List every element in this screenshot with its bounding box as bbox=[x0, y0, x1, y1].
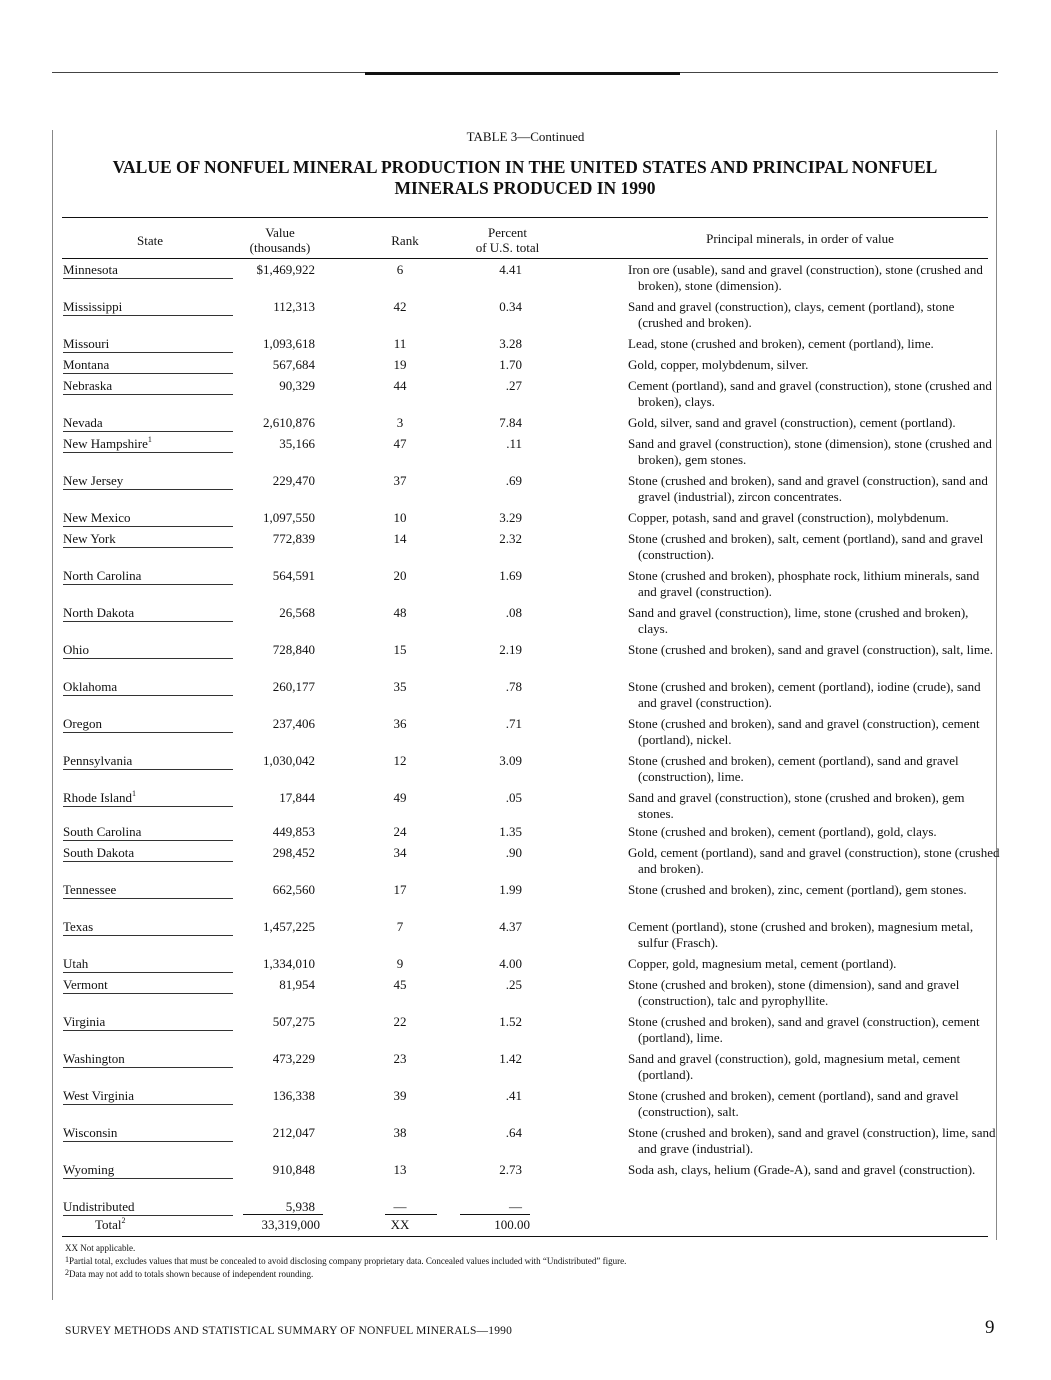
footnote-1-text: Partial total, excludes values that must be concealed to avoid disclosing company proprietary data. Concealed values included with “Undistributed” figure. bbox=[69, 1256, 627, 1266]
header-percent-line1: Percent bbox=[488, 225, 527, 240]
principal-minerals: Stone (crushed and broken), cement (portland), sand and gravel (construction), salt. bbox=[628, 1088, 959, 1119]
principal-minerals: Sand and gravel (construction), lime, stone (crushed and broken), clays. bbox=[628, 605, 969, 636]
state-name-text: Tennessee bbox=[63, 882, 117, 897]
state-underline bbox=[63, 1067, 233, 1068]
state-value: 910,848 bbox=[272, 1162, 315, 1177]
state-value: 772,839 bbox=[272, 531, 315, 546]
principal-minerals: Stone (crushed and broken), cement (portland), iodine (crude), sand and gravel (construction). bbox=[628, 679, 981, 710]
state-rank: 49 bbox=[393, 790, 407, 805]
state-name-text: South Carolina bbox=[63, 824, 142, 839]
state-name bbox=[63, 510, 131, 526]
state-name-text: North Carolina bbox=[63, 568, 142, 583]
state-name-text: Utah bbox=[63, 956, 89, 971]
total-value: 33,319,000 bbox=[261, 1217, 320, 1232]
state-name bbox=[63, 436, 152, 452]
state-percent: 3.29 bbox=[499, 510, 522, 525]
principal-minerals: Stone (crushed and broken), sand and gravel (construction), cement (portland), nickel. bbox=[628, 716, 980, 747]
state-value: 662,560 bbox=[272, 882, 315, 897]
state-value: 112,313 bbox=[273, 299, 315, 314]
state-underline bbox=[63, 695, 233, 696]
state-name-text: Virginia bbox=[63, 1014, 106, 1029]
principal-minerals: Sand and gravel (construction), stone (crushed and broken), gem stones. bbox=[628, 790, 965, 821]
state-underline bbox=[63, 547, 233, 548]
state-value: 136,338 bbox=[272, 1088, 315, 1103]
state-name-text: Missouri bbox=[63, 336, 110, 351]
state-value: 1,097,550 bbox=[263, 510, 315, 525]
state-rank: 36 bbox=[393, 716, 407, 731]
state-rank: 9 bbox=[396, 956, 404, 971]
state-rank: 15 bbox=[393, 642, 407, 657]
state-name-text: Pennsylvania bbox=[63, 753, 133, 768]
state-underline bbox=[63, 584, 233, 585]
state-name bbox=[63, 1125, 117, 1141]
title-line-1: VALUE OF NONFUEL MINERAL PRODUCTION IN THE UNITED STATES AND PRINCIPAL NONFUEL bbox=[112, 157, 938, 177]
state-rank: 23 bbox=[393, 1051, 407, 1066]
state-value: 17,844 bbox=[279, 790, 315, 805]
title-line-2: MINERALS PRODUCED IN 1990 bbox=[394, 178, 656, 198]
state-underline bbox=[63, 431, 233, 432]
state-name-text: Undistributed bbox=[63, 1199, 135, 1214]
state-name bbox=[63, 882, 116, 898]
state-rank: 14 bbox=[393, 531, 407, 546]
state-percent: 7.84 bbox=[499, 415, 522, 430]
state-name-text: South Dakota bbox=[63, 845, 135, 860]
state-underline bbox=[63, 806, 233, 807]
principal-minerals: Stone (crushed and broken), zinc, cement (portland), gem stones. bbox=[628, 882, 967, 897]
principal-minerals: Stone (crushed and broken), phosphate rock, lithium minerals, sand and gravel (construction). bbox=[628, 568, 980, 599]
table-bottom-rule bbox=[62, 1236, 988, 1237]
state-percent: 1.69 bbox=[499, 568, 522, 583]
principal-minerals: Soda ash, clays, helium (Grade-A), sand and gravel (construction). bbox=[628, 1162, 976, 1177]
principal-minerals: Stone (crushed and broken), sand and gravel (construction), cement (portland), lime. bbox=[628, 1014, 980, 1045]
state-value: 2,610,876 bbox=[263, 415, 315, 430]
state-name-text: Rhode Island bbox=[63, 790, 132, 805]
state-value: 567,684 bbox=[272, 357, 315, 372]
principal-minerals: Copper, potash, sand and gravel (construction), molybdenum. bbox=[628, 510, 949, 525]
state-name bbox=[63, 568, 141, 584]
state-rank: 19 bbox=[393, 357, 407, 372]
state-value: 212,047 bbox=[272, 1125, 315, 1140]
state-rank: 45 bbox=[393, 977, 407, 992]
total-value-rule bbox=[243, 1214, 323, 1215]
state-underline bbox=[63, 1215, 233, 1216]
state-name bbox=[63, 977, 108, 993]
state-value: 237,406 bbox=[272, 716, 315, 731]
state-value: 298,452 bbox=[272, 845, 315, 860]
state-rank: 13 bbox=[393, 1162, 407, 1177]
state-underline bbox=[63, 898, 233, 899]
state-value: $1,469,922 bbox=[256, 262, 315, 277]
state-name-text: Ohio bbox=[63, 642, 89, 657]
state-value: 260,177 bbox=[272, 679, 315, 694]
state-name-text: Wisconsin bbox=[63, 1125, 118, 1140]
state-rank: 39 bbox=[393, 1088, 407, 1103]
state-underline bbox=[63, 278, 233, 279]
state-underline bbox=[63, 861, 233, 862]
state-rank: 35 bbox=[393, 679, 407, 694]
state-name-text: Washington bbox=[63, 1051, 125, 1066]
principal-minerals: Cement (portland), stone (crushed and broken), magnesium metal, sulfur (Frasch). bbox=[628, 919, 974, 950]
state-name bbox=[63, 753, 132, 769]
state-name bbox=[63, 299, 122, 315]
state-underline bbox=[63, 732, 233, 733]
state-percent: 0.34 bbox=[499, 299, 522, 314]
state-name bbox=[63, 605, 134, 621]
footnote-1 bbox=[65, 1256, 626, 1267]
state-name bbox=[63, 956, 88, 972]
page-footer: SURVEY METHODS AND STATISTICAL SUMMARY OF NONFUEL MINERALS—1990 bbox=[65, 1325, 513, 1337]
total-rank-rule bbox=[385, 1214, 437, 1215]
state-underline bbox=[63, 1141, 233, 1142]
state-value: 1,030,042 bbox=[263, 753, 315, 768]
state-underline bbox=[63, 993, 233, 994]
principal-minerals: Lead, stone (crushed and broken), cement (portland), lime. bbox=[628, 336, 934, 351]
state-underline bbox=[63, 658, 233, 659]
footnote-1-mark: 1 bbox=[65, 1255, 69, 1264]
footnote-2 bbox=[65, 1269, 313, 1280]
state-name bbox=[63, 679, 117, 695]
state-rank: 37 bbox=[393, 473, 407, 488]
state-underline bbox=[63, 769, 233, 770]
state-percent: .71 bbox=[505, 716, 522, 731]
state-percent: .05 bbox=[505, 790, 522, 805]
state-percent: 2.73 bbox=[499, 1162, 522, 1177]
state-rank: 6 bbox=[396, 262, 404, 277]
principal-minerals: Cement (portland), sand and gravel (construction), stone (crushed and broken), clays. bbox=[628, 378, 992, 409]
state-value: 229,470 bbox=[272, 473, 315, 488]
state-name-text: West Virginia bbox=[63, 1088, 134, 1103]
state-name-text: Minnesota bbox=[63, 262, 118, 277]
state-value: 90,329 bbox=[279, 378, 315, 393]
state-rank: 47 bbox=[393, 436, 407, 451]
state-underline bbox=[63, 972, 233, 973]
state-percent: 1.35 bbox=[499, 824, 522, 839]
state-percent: .27 bbox=[505, 378, 522, 393]
total-label-text: Total bbox=[95, 1217, 122, 1232]
state-value: 81,954 bbox=[279, 977, 315, 992]
table-label: TABLE 3—Continued bbox=[466, 129, 585, 144]
state-rank: 42 bbox=[393, 299, 407, 314]
state-name-text: New Mexico bbox=[63, 510, 131, 525]
header-rank: Rank bbox=[391, 233, 419, 248]
state-percent: 3.28 bbox=[499, 336, 522, 351]
state-name bbox=[63, 1088, 134, 1104]
footnote-xx: XX Not applicable. bbox=[65, 1243, 136, 1253]
state-percent: .08 bbox=[505, 605, 522, 620]
state-underline bbox=[63, 840, 233, 841]
principal-minerals: Sand and gravel (construction), clays, cement (portland), stone (crushed and broken). bbox=[628, 299, 955, 330]
state-percent: 2.19 bbox=[499, 642, 522, 657]
state-name bbox=[63, 262, 118, 278]
state-rank: 11 bbox=[393, 336, 407, 351]
state-value: 728,840 bbox=[272, 642, 315, 657]
state-rank: 7 bbox=[396, 919, 404, 934]
state-name bbox=[63, 824, 141, 840]
state-name bbox=[63, 1051, 125, 1067]
state-value: 564,591 bbox=[272, 568, 315, 583]
state-underline bbox=[63, 526, 233, 527]
state-name-text: New Jersey bbox=[63, 473, 124, 488]
principal-minerals: Stone (crushed and broken), cement (portland), gold, clays. bbox=[628, 824, 937, 839]
state-name bbox=[63, 357, 109, 373]
state-name-text: North Dakota bbox=[63, 605, 135, 620]
state-underline bbox=[63, 1030, 233, 1031]
state-rank: — bbox=[393, 1199, 407, 1214]
state-name bbox=[63, 845, 134, 861]
state-footnote-mark: 1 bbox=[147, 435, 152, 444]
state-underline bbox=[63, 352, 233, 353]
state-value: 1,334,010 bbox=[263, 956, 315, 971]
state-value: 1,457,225 bbox=[263, 919, 315, 934]
state-percent: 1.99 bbox=[499, 882, 522, 897]
header-minerals: Principal minerals, in order of value bbox=[706, 231, 894, 246]
state-percent: .69 bbox=[505, 473, 522, 488]
total-label bbox=[95, 1217, 126, 1233]
state-percent: 1.70 bbox=[499, 357, 522, 372]
state-percent: .25 bbox=[505, 977, 522, 992]
state-name bbox=[63, 1162, 114, 1178]
state-rank: 38 bbox=[393, 1125, 407, 1140]
state-underline bbox=[63, 489, 233, 490]
state-rank: 22 bbox=[393, 1014, 407, 1029]
state-name-text: Wyoming bbox=[63, 1162, 115, 1177]
state-percent: .41 bbox=[505, 1088, 522, 1103]
state-underline bbox=[63, 394, 233, 395]
state-percent: 2.32 bbox=[499, 531, 522, 546]
state-name bbox=[63, 1014, 105, 1030]
state-percent: 1.42 bbox=[499, 1051, 522, 1066]
state-value: 1,093,618 bbox=[263, 336, 315, 351]
principal-minerals: Stone (crushed and broken), salt, cement (portland), sand and gravel (construction). bbox=[628, 531, 984, 562]
state-footnote-mark: 1 bbox=[131, 789, 136, 798]
state-underline bbox=[63, 315, 233, 316]
state-percent: .64 bbox=[505, 1125, 522, 1140]
state-value: 473,229 bbox=[272, 1051, 315, 1066]
state-name-text: Montana bbox=[63, 357, 110, 372]
state-name bbox=[63, 415, 103, 431]
state-name bbox=[63, 336, 109, 352]
state-rank: 20 bbox=[393, 568, 407, 583]
state-name-text: Texas bbox=[63, 919, 94, 934]
principal-minerals: Sand and gravel (construction), gold, magnesium metal, cement (portland). bbox=[628, 1051, 961, 1082]
state-name-text: Mississippi bbox=[63, 299, 123, 314]
total-percent: 100.00 bbox=[494, 1217, 530, 1232]
state-value: 35,166 bbox=[279, 436, 315, 451]
state-name bbox=[63, 1199, 135, 1215]
principal-minerals: Gold, copper, molybdenum, silver. bbox=[628, 357, 809, 372]
state-rank: 10 bbox=[393, 510, 407, 525]
footnote-2-text: Data may not add to totals shown because of independent rounding. bbox=[69, 1269, 314, 1279]
principal-minerals: Iron ore (usable), sand and gravel (construction), stone (crushed and broken), stone (dimension). bbox=[628, 262, 983, 293]
state-name-text: New York bbox=[63, 531, 116, 546]
header-state: State bbox=[137, 233, 163, 248]
state-name bbox=[63, 531, 116, 547]
state-underline bbox=[63, 1178, 233, 1179]
state-rank: 24 bbox=[393, 824, 407, 839]
state-percent: .11 bbox=[506, 436, 522, 451]
page-number: 9 bbox=[985, 1317, 995, 1338]
principal-minerals: Gold, cement (portland), sand and gravel (construction), stone (crushed and broken). bbox=[628, 845, 1000, 876]
footnote-2-mark: 2 bbox=[65, 1268, 69, 1277]
header-percent-line2: of U.S. total bbox=[475, 240, 540, 255]
state-name-text: Nevada bbox=[63, 415, 103, 430]
state-name-text: Oklahoma bbox=[63, 679, 118, 694]
state-value: 5,938 bbox=[285, 1199, 315, 1214]
state-name-text: New Hampshire bbox=[63, 436, 148, 451]
total-percent-rule bbox=[460, 1214, 530, 1215]
header-value-line2: (thousands) bbox=[249, 240, 311, 255]
principal-minerals: Stone (crushed and broken), sand and gravel (construction), lime, sand and grave (industrial). bbox=[628, 1125, 996, 1156]
state-rank: 3 bbox=[396, 415, 404, 430]
state-rank: 12 bbox=[393, 753, 407, 768]
state-underline bbox=[63, 373, 233, 374]
state-percent: 1.52 bbox=[499, 1014, 522, 1029]
state-percent: 4.41 bbox=[499, 262, 522, 277]
state-underline bbox=[63, 1104, 233, 1105]
state-name-text: Oregon bbox=[63, 716, 102, 731]
state-name bbox=[63, 642, 89, 658]
state-underline bbox=[63, 621, 233, 622]
total-rank: XX bbox=[390, 1217, 410, 1232]
state-name-text: Nebraska bbox=[63, 378, 113, 393]
state-percent: .90 bbox=[505, 845, 522, 860]
principal-minerals: Stone (crushed and broken), sand and gravel (construction), salt, lime. bbox=[628, 642, 993, 657]
principal-minerals: Sand and gravel (construction), stone (dimension), stone (crushed and broken), gem stones. bbox=[628, 436, 992, 467]
state-rank: 17 bbox=[393, 882, 407, 897]
state-percent: 4.00 bbox=[499, 956, 522, 971]
state-underline bbox=[63, 935, 233, 936]
state-name bbox=[63, 716, 102, 732]
state-name bbox=[63, 919, 93, 935]
principal-minerals: Stone (crushed and broken), cement (portland), sand and gravel (construction), lime. bbox=[628, 753, 959, 784]
state-name bbox=[63, 473, 123, 489]
state-rank: 34 bbox=[393, 845, 407, 860]
principal-minerals: Stone (crushed and broken), stone (dimension), sand and gravel (construction), talc and pyrophyllite. bbox=[628, 977, 960, 1008]
state-value: 507,275 bbox=[272, 1014, 315, 1029]
state-percent: — bbox=[509, 1199, 522, 1214]
state-rank: 48 bbox=[393, 605, 407, 620]
state-name-text: Vermont bbox=[63, 977, 108, 992]
principal-minerals: Gold, silver, sand and gravel (construction), cement (portland). bbox=[628, 415, 956, 430]
state-value: 26,568 bbox=[279, 605, 315, 620]
state-name bbox=[63, 378, 112, 394]
state-rank: 44 bbox=[393, 378, 407, 393]
total-footnote-mark: 2 bbox=[121, 1216, 126, 1225]
principal-minerals: Copper, gold, magnesium metal, cement (portland). bbox=[628, 956, 897, 971]
state-percent: .78 bbox=[505, 679, 522, 694]
state-name bbox=[63, 790, 136, 806]
principal-minerals: Stone (crushed and broken), sand and gravel (construction), sand and gravel (industrial), zircon concentrates. bbox=[628, 473, 988, 504]
header-value-line1: Value bbox=[265, 225, 295, 240]
state-underline bbox=[63, 452, 233, 453]
state-percent: 3.09 bbox=[499, 753, 522, 768]
state-percent: 4.37 bbox=[499, 919, 522, 934]
state-value: 449,853 bbox=[272, 824, 315, 839]
